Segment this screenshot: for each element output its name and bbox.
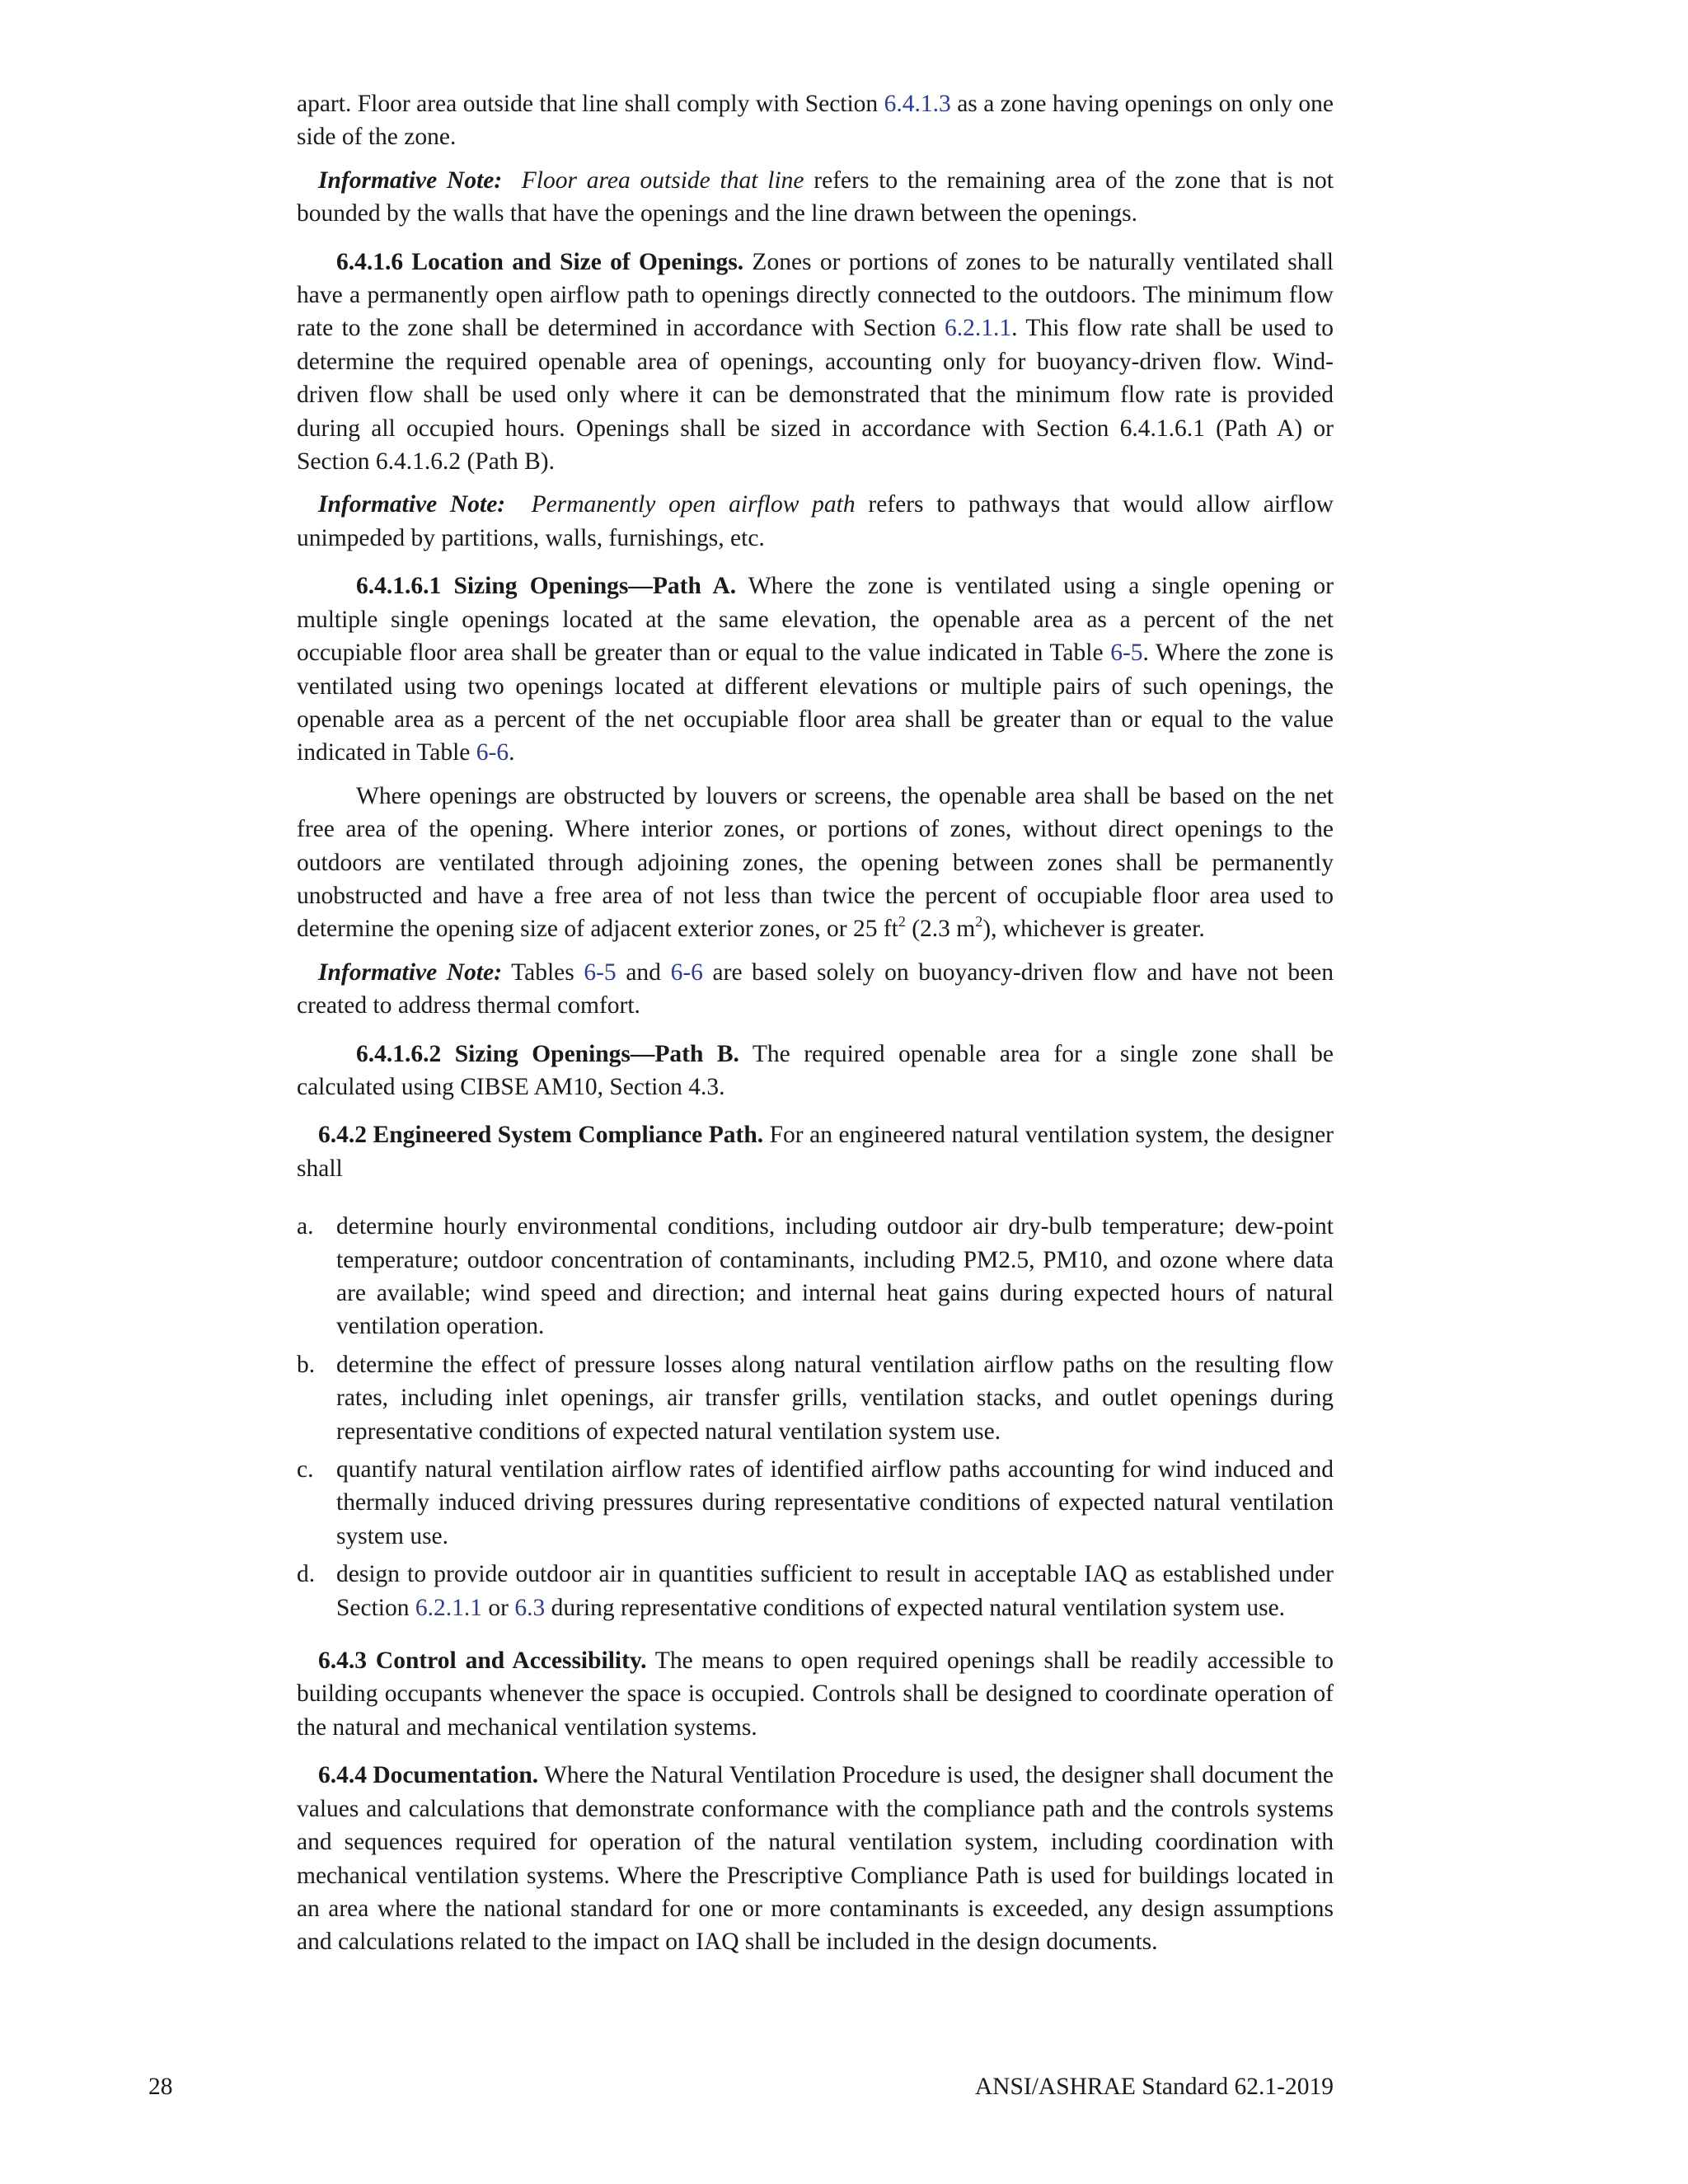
section-6-4-1-6: 6.4.1.6 Location and Size of Openings. Zones or portions of zones to be naturally ventilated shall have a permanently open airflow path to openings directly connected to the outdoors. The minimum flow rate to the zone shall be determined in accordance with Section 6.2.1.1. This flow rate shall be used to determine the required openable area of openings, accounting only for buoyancy-driven flow. Wind-driven flow shall be used only where it can be demonstrated that the minimum flow rate is provided during all occupied hours. Openings shall be sized in accordance with Section 6.4.1.6.1 (Path A) or Section 6.4.1.6.2 (Path B).: [297, 248, 1334, 476]
section-heading: 6.4.4 Documentation.: [318, 1762, 539, 1789]
requirements-list: [297, 1210, 1334, 1624]
link-section-6-4-1-3[interactable]: 6.4.1.3: [884, 91, 951, 117]
note-label: Informative Note:: [318, 958, 503, 986]
section-6-4-2: 6.4.2 Engineered System Compliance Path. For an engineered natural ventilation system, the designer shall: [297, 1122, 1334, 1182]
section-6-4-1-6-2: 6.4.1.6.2 Sizing Openings—Path B. The required openable area for a single zone shall be calculated using CIBSE AM10, Section 4.3.: [297, 1040, 1334, 1100]
note-term: Permanently open airflow path: [531, 491, 856, 518]
list-item: c. quantify natural ventilation airflow rates of identified airflow paths accounting for wind induced and thermally induced driving pressures during representative conditions of expected natural ventilation system use.: [297, 1453, 1334, 1553]
link-table-6-5[interactable]: 6-5: [584, 958, 617, 986]
section-heading: 6.4.1.6.2 Sizing Openings—Path B.: [356, 1040, 739, 1067]
link-table-6-5[interactable]: 6-5: [1110, 640, 1143, 667]
note-term: Floor area outside that line: [521, 166, 804, 194]
section-heading: 6.4.2 Engineered System Compliance Path.: [318, 1122, 764, 1149]
list-item: a. determine hourly environmental conditions, including outdoor air dry-bulb temperature; dew-point temperature; outdoor concentration of contaminants, including PM2.5, PM10, and ozone where data are available; wind speed and direction; and internal heat gains during expected hours of natural ventilation operation.: [297, 1210, 1334, 1343]
link-section-6-2-1-1[interactable]: 6.2.1.1: [415, 1594, 482, 1621]
note-label: Informative Note:: [318, 166, 503, 194]
list-marker: b.: [297, 1351, 316, 1378]
list-item: b. determine the effect of pressure losses along natural ventilation airflow paths on the resulting flow rates, including inlet openings, air transfer grills, ventilation stacks, and outlet openings during representative conditions of expected natural ventilation system use.: [297, 1348, 1334, 1448]
list-item: d. design to provide outdoor air in quantities sufficient to result in acceptable IAQ as established under Section 6.2.1.1 or 6.3 during representative conditions of expected natural ventilation system use.: [297, 1558, 1334, 1624]
list-marker: c.: [297, 1456, 314, 1483]
link-table-6-6[interactable]: 6-6: [476, 739, 509, 766]
informative-note-airflow-path: Informative Note: Permanently open airflow path refers to pathways that would allow airflow unimpeded by partitions, walls, furnishings, etc.: [297, 491, 1334, 551]
list-marker: a.: [297, 1213, 314, 1240]
section-6-4-3: 6.4.3 Control and Accessibility. The means to open required openings shall be readily accessible to building occupants whenever the space is occupied. Controls shall be designed to coordinate operation of the natural and mechanical ventilation systems.: [297, 1647, 1334, 1741]
section-heading: 6.4.3 Control and Accessibility.: [318, 1647, 647, 1675]
page-number: 28: [148, 2074, 173, 2100]
section-heading: 6.4.1.6.1 Sizing Openings—Path A.: [356, 573, 737, 600]
link-section-6-2-1-1[interactable]: 6.2.1.1: [944, 315, 1012, 342]
paragraph-obstructed-openings: Where openings are obstructed by louvers or screens, the openable area shall be based on the net free area of the opening. Where interior zones, or portions of zones, without direct openings to the outdoors are ventilated through adjoining zones, the opening between zones shall be permanently unobstructed and have a free area of not less than twice the percent of occupiable floor area used to determine the opening size of adjacent exterior zones, or 25 $ft^2$ (2.3 $m^2$), whichever is greater.: [297, 782, 1334, 943]
paragraph-continuation: apart. Floor area outside that line shall comply with Section 6.4.1.3 as a zone having openings on only one side of the zone.: [297, 91, 1334, 151]
informative-note-floor-area: Informative Note: Floor area outside that line refers to the remaining area of the zone that is not bounded by the walls that have the openings and the line drawn between the openings.: [297, 166, 1334, 227]
section-6-4-1-6-1: 6.4.1.6.1 Sizing Openings—Path A. Where the zone is ventilated using a single opening or multiple single openings located at the same elevation, the openable area as a percent of the net occupiable floor area shall be greater than or equal to the value indicated in Table 6-5. Where the zone is ventilated using two openings located at different elevations or multiple pairs of such openings, the openable area as a percent of the net occupiable floor area shall be greater than or equal to the value indicated in Table 6-6.: [297, 573, 1334, 766]
standard-title: ANSI/ASHRAE Standard 62.1-2019: [974, 2074, 1334, 2100]
link-section-6-3[interactable]: 6.3: [514, 1594, 546, 1621]
text-column: [297, 87, 1334, 1959]
section-6-4-4: 6.4.4 Documentation. Where the Natural Ventilation Procedure is used, the designer shall document the values and calculations that demonstrate conformance with the compliance path and the controls systems and sequences required for operation of the natural ventilation system, including coordination with mechanical ventilation systems. Where the Prescriptive Compliance Path is used for buildings located in an area where the national standard for one or more contaminants is exceeded, any design assumptions and calculations related to the impact on IAQ shall be included in the design documents.: [297, 1762, 1334, 1956]
section-heading: 6.4.1.6 Location and Size of Openings.: [336, 248, 744, 275]
note-label: Informative Note:: [318, 491, 506, 518]
list-marker: d.: [297, 1561, 316, 1588]
link-table-6-6[interactable]: 6-6: [670, 958, 703, 986]
informative-note-tables: Informative Note: Tables 6-5 and 6-6 are based solely on buoyancy-driven flow and have not been created to address thermal comfort.: [297, 958, 1334, 1019]
